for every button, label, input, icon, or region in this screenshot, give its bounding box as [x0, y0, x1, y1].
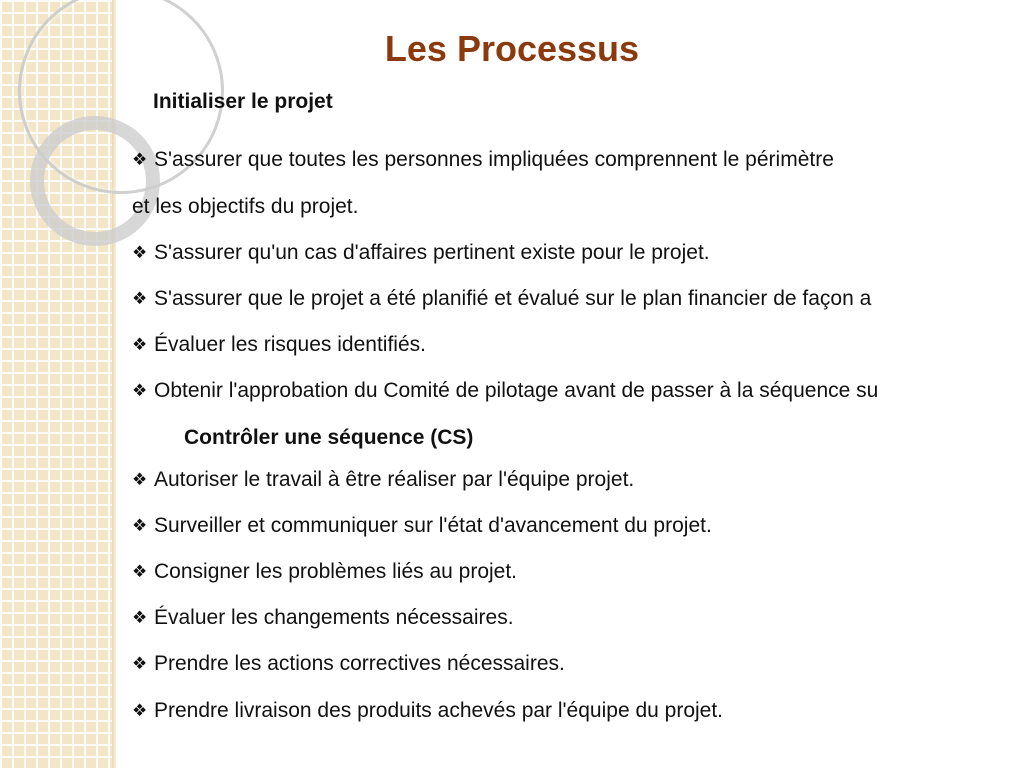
decorative-ring-small: [30, 116, 160, 246]
section-heading-controler: Contrôler une séquence (CS): [184, 426, 474, 449]
diamond-bullet-icon: ❖: [132, 701, 148, 720]
list-item: [132, 467, 634, 493]
list-item-text: Consigner les problèmes liés au projet.: [154, 560, 518, 583]
diamond-bullet-icon: ❖: [132, 381, 148, 400]
list-item-text: Autoriser le travail à être réaliser par l'équipe projet.: [154, 468, 635, 491]
list-item-text: Évaluer les changements nécessaires.: [154, 606, 514, 629]
diamond-bullet-icon: ❖: [132, 562, 148, 581]
list-item: [132, 559, 517, 585]
list-item-text: Évaluer les risques identifiés.: [154, 333, 426, 356]
diamond-bullet-icon: ❖: [132, 516, 148, 535]
list-item-text: Prendre livraison des produits achevés par l'équipe du projet.: [154, 699, 724, 722]
list-item: [132, 698, 723, 724]
slide-title-text: Les Processus: [384, 28, 640, 69]
list-item: [132, 651, 565, 677]
list-item-text: S'assurer que le projet a été planifié et évalué sur le plan financier de façon a: [154, 287, 872, 310]
list-item-text: S'assurer que toutes les personnes impliquées comprennent le périmètre: [154, 148, 834, 171]
list-item: [132, 605, 514, 631]
list-item: [132, 513, 712, 539]
diamond-bullet-icon: ❖: [132, 289, 148, 308]
section-heading-initialiser: Initialiser le projet: [153, 90, 333, 113]
list-item-text: Prendre les actions correctives nécessaires.: [154, 652, 565, 675]
diamond-bullet-icon: ❖: [132, 470, 148, 489]
diamond-bullet-icon: ❖: [132, 150, 148, 169]
diamond-bullet-icon: ❖: [132, 608, 148, 627]
list-item-continuation: et les objectifs du projet.: [132, 195, 359, 218]
diamond-bullet-icon: ❖: [132, 335, 148, 354]
list-item-text: S'assurer qu'un cas d'affaires pertinent existe pour le projet.: [154, 241, 710, 264]
list-item: [132, 240, 710, 266]
list-item-text: Obtenir l'approbation du Comité de pilotage avant de passer à la séquence su: [154, 379, 879, 402]
list-item: [132, 286, 871, 312]
diamond-bullet-icon: ❖: [132, 654, 148, 673]
slide-title: [0, 28, 1024, 70]
list-item: [132, 378, 878, 404]
list-item-text: Surveiller et communiquer sur l'état d'avancement du projet.: [154, 514, 712, 537]
list-item: [132, 332, 426, 358]
list-item: [132, 147, 834, 173]
diamond-bullet-icon: ❖: [132, 243, 148, 262]
